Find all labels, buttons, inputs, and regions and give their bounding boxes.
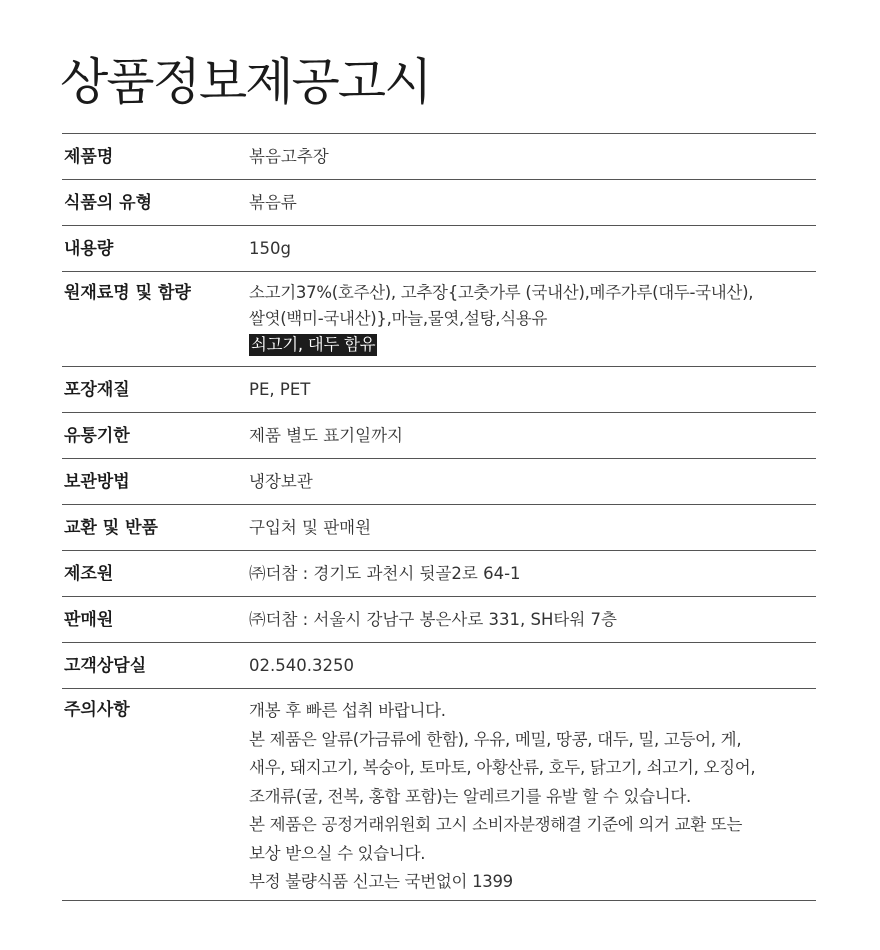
row-value (249, 689, 816, 903)
row-label: 포장재질 (64, 379, 130, 400)
ingredients-line: 소고기37%(호주산), 고추장{고춧가루 (국내산),메주가루(대두-국내산), (249, 283, 754, 302)
row-label: 보관방법 (64, 471, 130, 492)
table-row (62, 134, 816, 180)
caution-line: 본 제품은 알류(가금류에 한함), 우유, 메밀, 땅콩, 대두, 밀, 고등어, 게, (249, 729, 742, 749)
caution-line: 보상 받으실 수 있습니다. (249, 843, 426, 863)
row-label: 원재료명 및 함량 (64, 283, 191, 303)
row-value: 냉장보관 (249, 471, 313, 491)
row-label: 판매원 (64, 609, 114, 630)
table-row (62, 597, 816, 643)
caution-line: 부정 불량식품 신고는 국번없이 1399 (249, 872, 513, 891)
table-row (62, 643, 816, 689)
row-value: 02.540.3250 (249, 655, 354, 675)
table-row (62, 180, 816, 226)
table-row (62, 226, 816, 272)
row-value: 볶음고추장 (249, 146, 329, 166)
row-label: 유통기한 (64, 425, 130, 446)
row-value: 구입처 및 판매원 (249, 517, 372, 537)
row-label: 제품명 (64, 146, 114, 167)
row-label: 고객상담실 (64, 655, 147, 676)
row-value: ㈜더참 : 서울시 강남구 봉은사로 331, SH타워 7층 (249, 609, 617, 629)
ingredients-line: 쌀엿(백미-국내산)},마늘,물엿,설탕,식용유 (249, 309, 548, 328)
row-value: 볶음류 (249, 192, 297, 212)
table-row (62, 367, 816, 413)
row-value: PE, PET (249, 379, 311, 399)
caution-line: 조개류(굴, 전복, 홍합 포함)는 알레르기를 유발 할 수 있습니다. (249, 786, 692, 806)
caution-line: 새우, 돼지고기, 복숭아, 토마토, 아황산류, 호두, 닭고기, 쇠고기, 오징어, (249, 758, 756, 777)
row-label: 주의사항 (64, 700, 130, 720)
allergen-highlight: 쇠고기, 대두 함유 (251, 335, 376, 354)
row-value: 150g (249, 238, 291, 258)
row-label: 식품의 유형 (64, 192, 153, 213)
table-row (62, 459, 816, 505)
table-row (62, 272, 816, 367)
row-value: 제품 별도 표기일까지 (249, 425, 403, 445)
table-row (62, 413, 816, 459)
row-value (249, 272, 816, 364)
row-label: 내용량 (64, 238, 114, 259)
row-label: 제조원 (64, 563, 114, 584)
table-row (62, 689, 816, 901)
page-title: 상품정보제공고시 (60, 53, 431, 111)
table-row (62, 551, 816, 597)
caution-line: 개봉 후 빠른 섭취 바랍니다. (249, 701, 446, 720)
product-info-table (62, 133, 816, 901)
table-row (62, 505, 816, 551)
row-value: ㈜더참 : 경기도 과천시 뒷골2로 64-1 (249, 563, 521, 583)
row-label: 교환 및 반품 (64, 517, 158, 538)
caution-line: 본 제품은 공정거래위원회 고시 소비자분쟁해결 기준에 의거 교환 또는 (249, 815, 743, 834)
